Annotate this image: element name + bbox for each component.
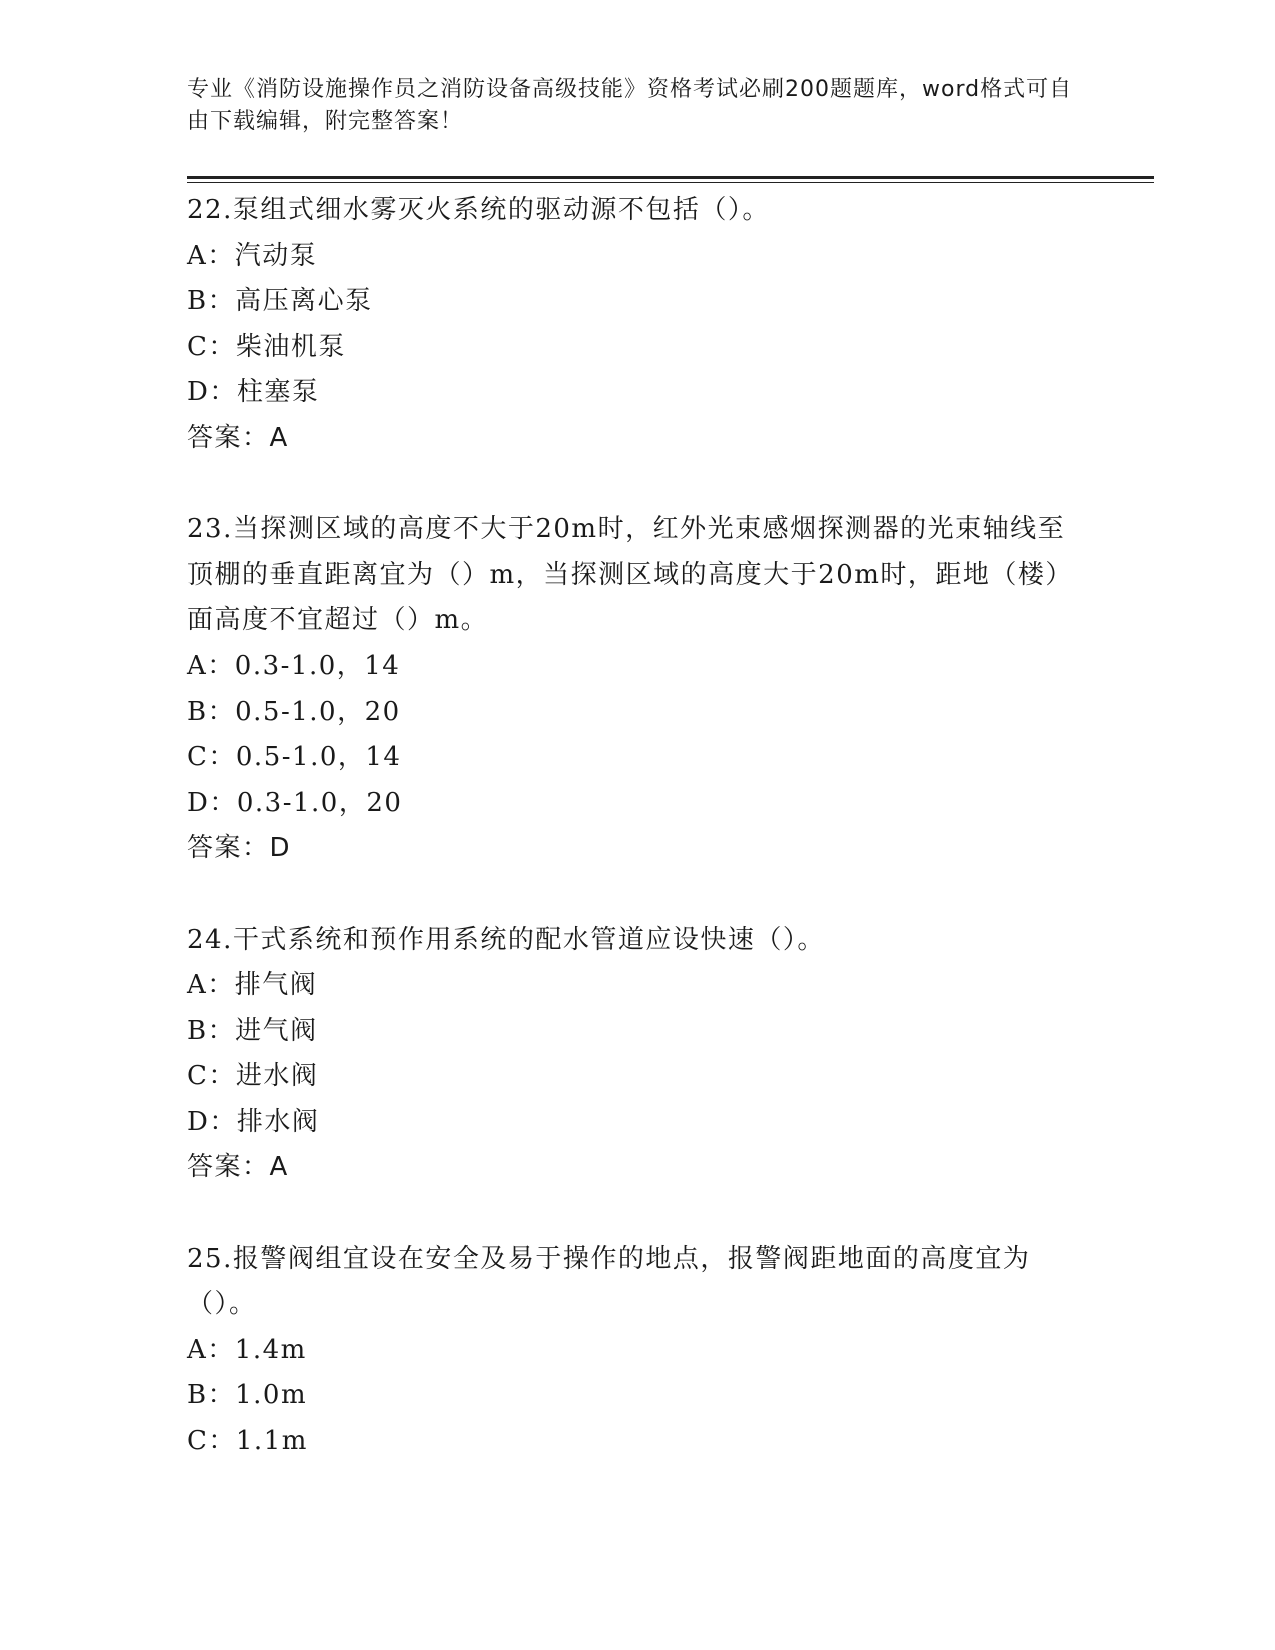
- option-b: B：高压离心泵: [187, 286, 373, 317]
- question-text: 24.干式系统和预作用系统的配水管道应设快速（）。: [187, 924, 825, 955]
- header-rule-thin: [187, 182, 1154, 183]
- answer: 答案：A: [187, 422, 289, 453]
- option-a: A：0.3-1.0，14: [187, 650, 401, 681]
- question-text: 23.当探测区域的高度不大于20m时，红外光束感烟探测器的光束轴线至顶棚的垂直距离宜为（）m，当探测区域的高度大于20m时，距地（楼）面高度不宜超过（）m。: [187, 514, 1073, 636]
- option-d: D：柱塞泵: [187, 377, 320, 408]
- question-text: 25.报警阀组宜设在安全及易于操作的地点，报警阀距地面的高度宜为（）。: [187, 1243, 1031, 1320]
- option-c: C：0.5-1.0，14: [187, 742, 402, 773]
- option-a: A：汽动泵: [187, 240, 318, 271]
- question-23: [187, 507, 1087, 872]
- question-list: [187, 188, 1087, 1465]
- spacer: [187, 462, 1087, 508]
- answer: 答案：A: [187, 1152, 289, 1183]
- option-b: B：进气阀: [187, 1015, 318, 1046]
- option-a: A：1.4m: [187, 1334, 307, 1365]
- option-a: A：排气阀: [187, 970, 318, 1001]
- option-b: B：0.5-1.0，20: [187, 696, 401, 727]
- question-22: [187, 188, 1087, 462]
- option-c: C：1.1m: [187, 1426, 308, 1457]
- option-c: C：进水阀: [187, 1061, 319, 1092]
- option-c: C：柴油机泵: [187, 331, 346, 362]
- spacer: [187, 872, 1087, 918]
- option-d: D：排水阀: [187, 1106, 320, 1137]
- header-rule-thick: [187, 176, 1154, 179]
- option-d: D：0.3-1.0，20: [187, 787, 403, 818]
- question-25: [187, 1237, 1087, 1465]
- question-24: [187, 918, 1087, 1192]
- answer: 答案：D: [187, 833, 292, 864]
- option-b: B：1.0m: [187, 1380, 308, 1411]
- question-text: 22.泵组式细水雾灭火系统的驱动源不包括（）。: [187, 195, 770, 225]
- document-header: 专业《消防设施操作员之消防设备高级技能》资格考试必刷200题题库，word格式可自由下载编辑，附完整答案！: [187, 77, 1073, 134]
- spacer: [187, 1191, 1087, 1237]
